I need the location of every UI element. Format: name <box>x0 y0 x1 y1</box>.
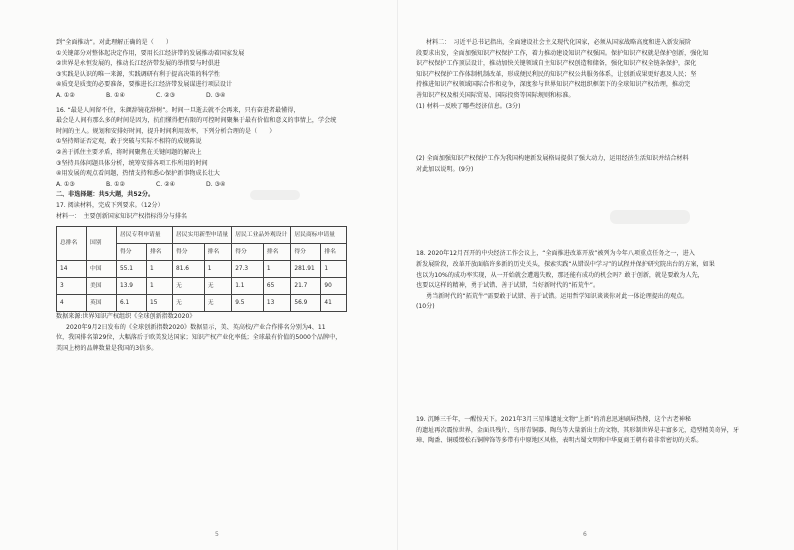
option-line: ④用发展的观点看问题，热情支持和悉心保护新事物成长壮大 <box>56 170 220 178</box>
material-2-line: 段要求出发，全面加强知识产权保护工作，着力推动建设知识产权强国。保护知识产权就是保护创新，强化知 <box>416 49 709 57</box>
th-score: 得分 <box>117 244 147 261</box>
option-line: ④质变是质变的必要准备，要推进长江经济带发展谋进行项层设计 <box>56 81 233 89</box>
choice-d: D. ③④ <box>206 91 226 99</box>
sub-question-2: 对此加以说明。(9分) <box>416 165 474 173</box>
choice-b: B. ①④ <box>106 91 125 99</box>
cell: 无 <box>204 295 231 312</box>
cell: 英国 <box>87 295 117 312</box>
cell: 6.1 <box>117 295 147 312</box>
option-line: ②世界是永恒发展的，推动长江经济带发展的举措要与时俱进 <box>56 60 220 68</box>
cell: 中国 <box>87 261 117 278</box>
paragraph-line: 美国上榜的品牌数量是我国的3倍多。 <box>56 344 158 352</box>
table-row <box>57 295 347 312</box>
table-row <box>57 278 347 295</box>
th-pos: 排名 <box>204 244 231 261</box>
cell: 美国 <box>87 278 117 295</box>
question-18-line: 勇当新时代的“拓荒牛”需要敢于试错、善于试错。运用哲学知识谈谈你对此一体论理提出的观点。 <box>426 292 689 300</box>
cell: 1 <box>204 261 231 278</box>
th-score: 得分 <box>173 244 205 261</box>
cell: 15 <box>147 295 173 312</box>
cell: 27.3 <box>232 261 264 278</box>
th-patent: 居民专利申请量 <box>117 227 173 244</box>
ip-indicator-table <box>56 226 347 312</box>
choice-row <box>56 180 386 191</box>
cell: 1 <box>263 261 290 278</box>
question-18-line: (10分) <box>416 303 435 311</box>
question-intro: 到“全面推动”。对此理解正确的是（ ） <box>56 39 173 46</box>
cell: 3 <box>57 278 87 295</box>
choice-b: B. ①② <box>106 180 125 188</box>
question-18-line: 也以为10%的成功率实现，从一开始就会遭遇失败，那还能有成功的机会吗？敢于创新，就是要敢为人先， <box>416 271 704 279</box>
th-trademark: 居民商标申请量 <box>291 227 347 244</box>
cell: 1 <box>321 261 347 278</box>
question-18-line: 也要以这样的精神，勇于试错、善于试错，当好新时代的“拓荒牛”。 <box>416 282 600 290</box>
choice-a: A. ①② <box>56 91 75 99</box>
option-line: ②善于抓住主要矛盾，将时间聚焦在关键问题的解决上 <box>56 148 202 156</box>
choice-row <box>56 91 386 102</box>
option-line: ①坚持辩证否定观，敢于突破与实际不相符的成规陈说 <box>56 138 202 146</box>
option-line: ③坚持具体问题具体分析，统筹安排各项工作所用的时间 <box>56 159 208 167</box>
page-number-left: 5 <box>215 531 219 538</box>
th-score: 得分 <box>232 244 264 261</box>
cell: 14 <box>57 261 87 278</box>
question-16-line: 时间的主人。规划和安排好时间，提升时间利用效率，下列分析合理的是（ ） <box>56 127 276 135</box>
question-19-line: 的遗址再次震惊世界，金面具残片、鸟形青铜器、陶鸟等大量新出土的文物，其形制世界是丰富多元，造型精美奇异，牙 <box>416 426 739 434</box>
option-line: ③实践是认识的唯一来源，实践调研有利于提高决策的科学性 <box>56 70 220 78</box>
page-left <box>56 38 386 354</box>
data-source: 数据来源:世界知识产权组织《全球创新指数2020》 <box>56 313 196 321</box>
cell: 13 <box>263 295 290 312</box>
material-2-line: 材料二： 习近平总书记指出，全面建设社会主义现代化国家，必须从国家战略高度和进入新发展阶 <box>426 39 692 46</box>
cell: 9.5 <box>232 295 264 312</box>
page-number-right: 6 <box>583 531 587 538</box>
cell: 13.9 <box>117 278 147 295</box>
cell: 4 <box>57 295 87 312</box>
cell: 65 <box>263 278 290 295</box>
th-utility: 居民实用新型申请量 <box>173 227 232 244</box>
choice-c: C. ②④ <box>156 180 176 188</box>
option-line: ①关键部分对整体起决定作用，要用长江经济带的发展推动着国家发展 <box>56 49 245 57</box>
table-row <box>57 261 347 278</box>
cell: 21.7 <box>291 278 321 295</box>
th-pos: 排名 <box>321 244 347 261</box>
cell: 1 <box>147 278 173 295</box>
cell: 无 <box>204 278 231 295</box>
question-16-line: 最会是人间有那么多的时间是因为，抗们懂得把有限的可控时间聚集于最有价值和意义的事情上，学会统 <box>56 117 337 125</box>
cell: 41 <box>321 295 347 312</box>
sub-question-1: (1) 材料一反映了哪些经济信息。(3分) <box>416 102 521 110</box>
material-1-title: 材料一： 主要创新国家知识产权指标得分与排名 <box>56 212 188 220</box>
paragraph-line: 位，我国排名第29位，大幅落后于欧美发达国家；知识产权产业化率低；全球最有价值的5000个品牌中， <box>56 334 342 342</box>
th-rank: 总排名 <box>57 227 87 261</box>
paragraph-line: 2020年9月2日发布的《全球创新指数2020》数据显示，美、英高校/产业合作排名分别为4、11 <box>66 323 326 331</box>
choice-c: C. ②③ <box>156 91 176 99</box>
cell: 1.1 <box>232 278 264 295</box>
question-16-line: 16. “最是人间留不住，朱颜辞镜花辞树”。时间一旦逝去就不会再来，只有奋进者最懂得， <box>56 106 300 114</box>
th-design: 居民工业品外观设计 <box>232 227 291 244</box>
material-2-line: 知识产权保护工作体制机制改革，形成便民利民的知识产权公共服务体系，让创新成果更好惠及人民；坚 <box>416 70 697 78</box>
th-pos: 排名 <box>263 244 290 261</box>
material-2-line: 识产权保护工作顶层设计，推动加快关键领域自主知识产权创造和储备，强化知识产权全链条保护，深化 <box>416 60 697 68</box>
cell: 无 <box>173 278 205 295</box>
cell: 81.6 <box>173 261 205 278</box>
question-19-line: 19. 沉睡三千年，一醒惊天下。2021年3月三星堆遗址文物“上新”的消息迅速刷屏热搜，这个古老神秘 <box>416 415 691 423</box>
th-pos: 排名 <box>147 244 173 261</box>
cell: 55.1 <box>117 261 147 278</box>
material-2-line: 善知识产权及相关国际贸易、国际投资等国际规则和标准。 <box>416 91 575 99</box>
page-right <box>416 38 760 447</box>
section-heading: 二、非选择题：共5大题，共52分。 <box>56 191 155 199</box>
cell: 1 <box>147 261 173 278</box>
cell: 56.9 <box>291 295 321 312</box>
choice-d: D. ③④ <box>206 180 226 188</box>
question-18-line: 18. 2020年12月召开的中央经济工作会议上，“全面推进改革开放”被列为今年八项重点任务之一，进入 <box>416 250 695 258</box>
cell: 90 <box>321 278 347 295</box>
th-score: 得分 <box>291 244 321 261</box>
cell: 无 <box>173 295 205 312</box>
material-2-line: 持推进知识产权领域国际合作和竞争，深度参与世界知识产权组织框架下的全球知识产权治理，推动完 <box>416 81 691 89</box>
sub-question-2: (2) 全面加强知识产权保护工作为我国构建新发展格局提供了强大动力，运用经济生活知识并结合材料 <box>416 155 689 163</box>
question-19-line: 璋、陶盉、铜瑗缀松石铜牌饰等多带有中原地区风格，表明古蜀文明和中华夏商王朝有着非常密切的关系。 <box>416 437 703 445</box>
page-fold <box>397 0 398 550</box>
th-country: 国别 <box>87 227 117 261</box>
question-17-header: 17. 阅读材料，完成下列要求。（12分） <box>56 201 164 209</box>
question-18-line: 新发展阶段，改革开放面临许多新的历史关头，探索实践“从错误中学习”的试程并保护研究院出台的方案，如果 <box>416 260 715 268</box>
choice-a: A. ①③ <box>56 180 75 188</box>
cell: 281.91 <box>291 261 321 278</box>
